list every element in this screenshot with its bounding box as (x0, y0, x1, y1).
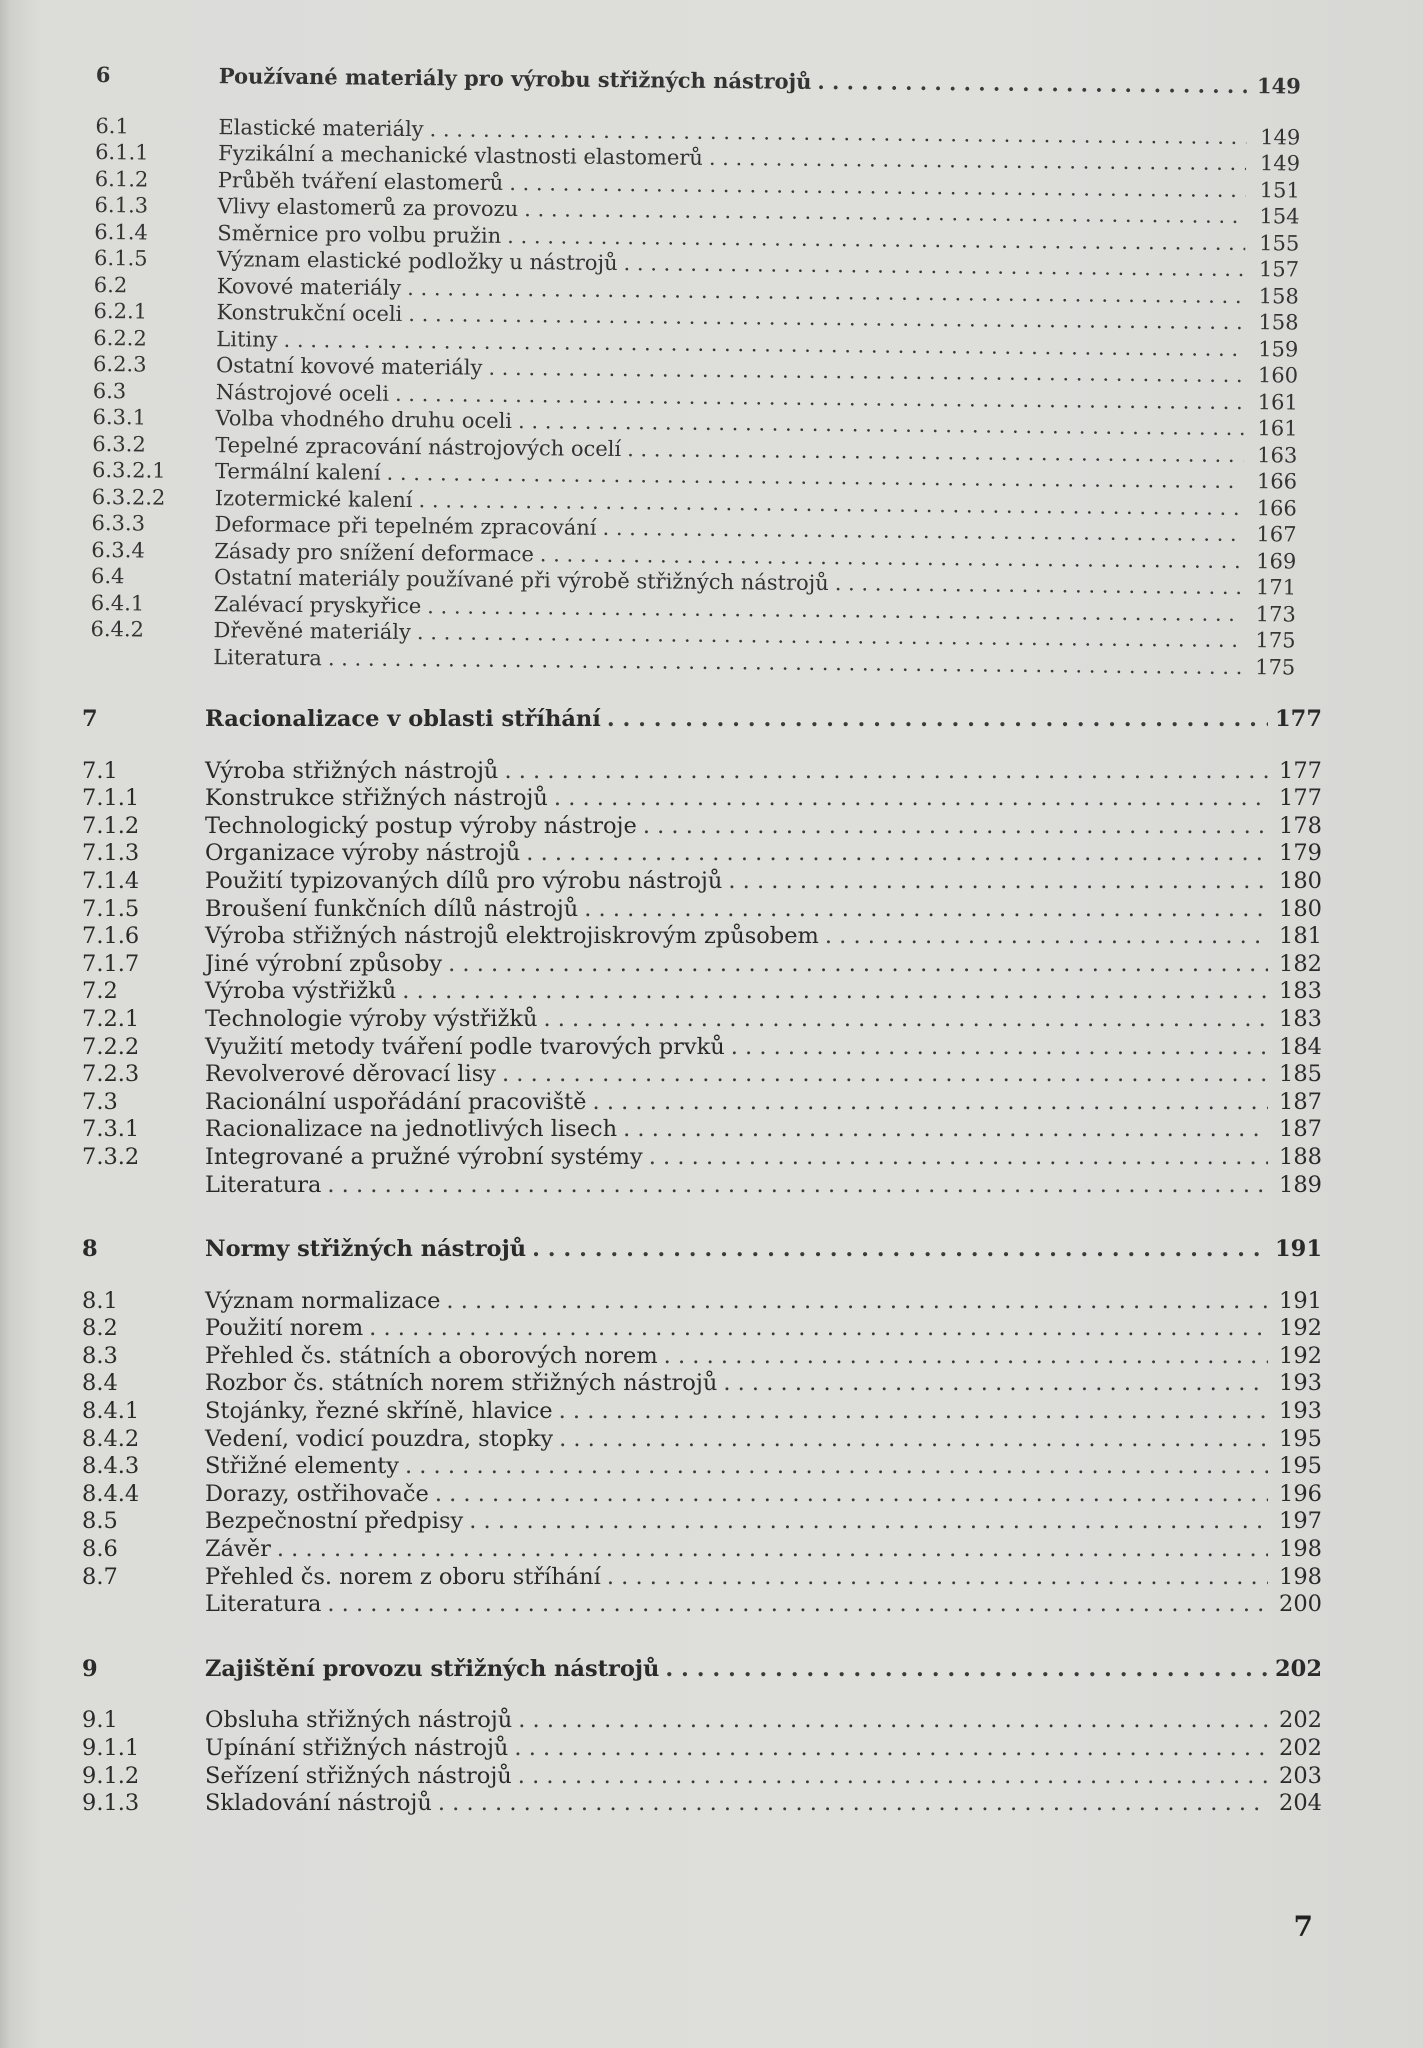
entry-number (90, 662, 213, 663)
entry-page: 198 (1279, 1536, 1322, 1563)
entry-number: 6.3.2 (92, 431, 146, 456)
entry-page: 155 (1259, 230, 1300, 256)
entry-title: Obsluha střižných nástrojů (205, 1707, 513, 1734)
entry-title: Význam normalizace (205, 1287, 441, 1314)
entry-title: Izotermické kalení (214, 485, 413, 512)
entry-page: 163 (1257, 442, 1298, 468)
entry-number: 6.1.2 (94, 166, 149, 192)
entry-title: Literatura (205, 1591, 322, 1618)
dot-leader (402, 978, 1268, 1006)
entry-title: Přehled čs. státních a oborových norem (205, 1342, 658, 1369)
dot-leader (543, 1006, 1268, 1034)
toc-entry (82, 1508, 1322, 1536)
entry-number: 9.1.1 (82, 1735, 140, 1761)
chapter-heading (96, 62, 1301, 100)
toc-entry (82, 1144, 1322, 1172)
toc-entry (82, 1089, 1322, 1117)
entry-page: 200 (1279, 1591, 1322, 1618)
entry-title: Revolverové děrovací lisy (205, 1061, 496, 1088)
entry-title: Literatura (213, 644, 323, 670)
entry-number: 7.1.1 (82, 785, 140, 812)
chapter-page: 149 (1256, 73, 1301, 99)
entry-page: 187 (1279, 1116, 1322, 1143)
chapter-title: Racionalizace v oblasti stříhání (205, 706, 601, 732)
entry-page: 166 (1256, 495, 1297, 521)
dot-leader (469, 1508, 1268, 1536)
entry-number: 8.4.3 (82, 1453, 140, 1480)
dot-leader (526, 840, 1268, 868)
entry-title: Dřevěné materiály (213, 618, 412, 645)
dot-leader (623, 1116, 1268, 1144)
entry-page: 180 (1279, 867, 1322, 894)
dot-leader (723, 1370, 1268, 1398)
entry-title: Tepelné zpracování nástrojových ocelí (215, 432, 622, 461)
entry-page: 195 (1279, 1453, 1322, 1480)
chapter-title: Normy střižných nástrojů (205, 1236, 527, 1263)
toc-entry (82, 785, 1322, 813)
entry-page: 161 (1257, 416, 1298, 441)
toc-entry (82, 813, 1322, 841)
dot-leader (607, 706, 1268, 734)
entry-number: 6.3.2.1 (91, 457, 166, 483)
entry-page: 166 (1256, 469, 1298, 494)
entry-page: 192 (1279, 1342, 1322, 1369)
entry-title: Zásady pro snížení deformace (214, 538, 534, 566)
dot-leader (665, 1656, 1268, 1684)
dot-leader (584, 896, 1268, 924)
entry-number: 6.1.5 (94, 245, 148, 271)
entry-number: 6.2 (93, 272, 128, 297)
entry-number: 7.2 (82, 978, 118, 1005)
entry-number: 9.1 (82, 1707, 118, 1734)
entry-number: 7.2.2 (82, 1033, 140, 1060)
entry-title: Výroba střižných nástrojů elektrojiskrovým způsobem (205, 923, 819, 950)
toc-entry (82, 1006, 1322, 1034)
entry-page: 158 (1258, 283, 1299, 309)
toc-entry (82, 1172, 1322, 1200)
entry-number: 6.1 (95, 113, 129, 138)
dot-leader (435, 1481, 1268, 1509)
entry-title: Vedení, vodicí pouzdra, stopky (205, 1425, 554, 1452)
toc-entry (82, 978, 1322, 1006)
toc-entry (82, 1790, 1322, 1818)
toc-entry (82, 1536, 1322, 1564)
entry-title: Deformace při tepelném zpracování (214, 512, 597, 540)
dot-leader (405, 1453, 1268, 1481)
toc-entry (82, 1763, 1322, 1791)
entry-page: 177 (1279, 757, 1322, 784)
entry-title: Použití typizovaných dílů pro výrobu nástrojů (205, 867, 723, 894)
entry-number: 7.3.1 (82, 1116, 140, 1143)
dot-leader (825, 923, 1268, 951)
entry-title: Výroba výstřižků (205, 978, 397, 1005)
chapter-page: 202 (1275, 1655, 1322, 1682)
entry-page: 192 (1279, 1315, 1322, 1342)
entry-page: 183 (1279, 1005, 1322, 1032)
entry-title: Ostatní materiály používané při výrobě střižných nástrojů (213, 565, 829, 596)
entry-number: 8.4.4 (82, 1480, 140, 1507)
toc-entry (82, 1343, 1322, 1371)
entry-page: 204 (1279, 1790, 1322, 1817)
entry-number: 6.2.1 (93, 298, 148, 324)
toc-entry (82, 840, 1322, 868)
chapter-number: 6 (95, 62, 111, 88)
entry-page: 198 (1279, 1563, 1322, 1590)
entry-number: 6.4 (90, 563, 125, 589)
chapter-page: 191 (1275, 1236, 1322, 1263)
entry-number: 6.2.2 (93, 325, 147, 350)
entry-number: 8.4.1 (82, 1398, 140, 1425)
entry-number: 8.6 (82, 1536, 118, 1563)
entry-title: Konstrukce střižných nástrojů (205, 785, 548, 812)
entry-number: 7.1.7 (82, 950, 140, 977)
toc-entry (82, 951, 1322, 979)
dot-leader (817, 69, 1247, 100)
entry-page: 160 (1257, 363, 1299, 388)
page-number: 7 (1293, 1910, 1313, 1943)
entry-number: 8.4 (82, 1370, 118, 1397)
dot-leader (664, 1343, 1268, 1371)
toc-chapter-9 (82, 1656, 1322, 1818)
entry-number: 7.3.2 (82, 1143, 140, 1170)
chapter-title: Zajištění provozu střižných nástrojů (205, 1655, 660, 1682)
dot-leader (518, 1763, 1268, 1791)
dot-leader (731, 1034, 1268, 1062)
entry-page: 181 (1279, 923, 1322, 950)
entry-title: Závěr (205, 1536, 271, 1563)
entry-title: Seřízení střižných nástrojů (205, 1762, 512, 1789)
toc-entry (82, 1315, 1322, 1343)
dot-leader (835, 570, 1243, 600)
dot-leader (502, 1061, 1268, 1089)
dot-leader (446, 1288, 1268, 1316)
entry-number: 6.4.2 (90, 616, 145, 642)
toc-entry (82, 1591, 1322, 1619)
entry-title: Organizace výroby nástrojů (205, 840, 521, 867)
entry-number: 6.4.1 (90, 590, 145, 615)
dot-leader (327, 1591, 1268, 1619)
dot-leader (369, 1315, 1268, 1343)
entry-title: Broušení funkčních dílů nástrojů (205, 895, 579, 922)
entry-title: Výroba střižných nástrojů (205, 757, 499, 784)
entry-page: 151 (1259, 177, 1300, 203)
entry-page: 149 (1260, 124, 1301, 150)
toc-entry (82, 1481, 1322, 1509)
entry-title: Průběh tváření elastomerů (217, 167, 504, 195)
entry-number: 6.3.3 (91, 510, 146, 536)
chapter-number: 8 (82, 1236, 98, 1263)
chapter-number: 7 (82, 706, 98, 732)
dot-leader (554, 785, 1268, 813)
entry-number: 7.2.3 (82, 1061, 140, 1088)
entry-page: 193 (1279, 1370, 1322, 1397)
entry-number: 7.3 (82, 1088, 118, 1115)
entry-title: Použití norem (205, 1315, 364, 1342)
toc-chapter-6 (90, 62, 1301, 681)
entry-number: 8.3 (82, 1342, 118, 1369)
dot-leader (448, 951, 1268, 979)
entry-number: 7.1 (82, 757, 118, 784)
entry-title: Jiné výrobní způsoby (205, 950, 443, 977)
entry-number: 8.2 (82, 1315, 118, 1342)
dot-leader (559, 1398, 1268, 1426)
toc-chapter-7 (82, 706, 1322, 1199)
dot-leader (728, 868, 1268, 896)
entry-page: 195 (1279, 1425, 1322, 1452)
chapter-heading (82, 1236, 1322, 1264)
entry-page: 159 (1258, 336, 1299, 362)
entry-page: 202 (1279, 1735, 1322, 1761)
entry-number: 7.1.2 (82, 812, 140, 839)
toc-entry (82, 1288, 1322, 1316)
toc-entry (82, 923, 1322, 951)
entry-title: Vlivy elastomerů za provozu (217, 194, 519, 222)
entry-page: 177 (1279, 785, 1322, 812)
chapter-page: 177 (1275, 706, 1322, 732)
dot-leader (532, 1236, 1268, 1264)
dot-leader (649, 1144, 1268, 1172)
entry-title: Význam elastické podložky u nástrojů (216, 247, 618, 276)
entry-number: 6.1.4 (94, 219, 148, 245)
entry-page: 178 (1279, 812, 1322, 839)
entry-number: 6.3.4 (91, 537, 145, 562)
entry-page: 202 (1279, 1707, 1322, 1734)
toc-entry (82, 1707, 1322, 1735)
toc-entry (82, 1453, 1322, 1481)
entry-number: 6.2.3 (92, 351, 147, 377)
entry-page: 179 (1279, 840, 1322, 867)
entry-number: 8.1 (82, 1287, 118, 1314)
entry-number: 8.7 (82, 1563, 118, 1590)
entry-page: 161 (1257, 389, 1298, 415)
entry-number: 8.4.2 (82, 1425, 140, 1452)
entry-number: 7.1.3 (82, 840, 140, 867)
entry-page: 167 (1256, 522, 1297, 547)
toc-entry (82, 758, 1322, 786)
entry-title: Technologický postup výroby nástroje (205, 812, 637, 839)
entry-page: 203 (1279, 1762, 1322, 1789)
entry-number: 7.1.4 (82, 867, 140, 894)
entry-title: Literatura (205, 1171, 322, 1198)
entry-title: Technologie výroby výstřižků (205, 1005, 538, 1032)
dot-leader (518, 1707, 1268, 1735)
chapter-heading (82, 1656, 1322, 1684)
dot-leader (504, 758, 1268, 786)
toc-chapter-8 (82, 1236, 1322, 1619)
entry-page: 185 (1279, 1061, 1322, 1088)
entry-title: Střižné elementy (205, 1453, 399, 1480)
entry-page: 196 (1279, 1480, 1322, 1507)
toc-entry (82, 1034, 1322, 1062)
dot-leader (438, 1790, 1268, 1818)
chapter-heading (82, 706, 1322, 734)
entry-number: 6.1.3 (94, 192, 149, 218)
dot-leader (277, 1536, 1268, 1564)
entry-page: 173 (1255, 601, 1296, 627)
entry-title: Kovové materiály (216, 273, 402, 300)
toc-entry (82, 1061, 1322, 1089)
entry-page: 158 (1258, 310, 1299, 335)
entry-number: 9.1.2 (82, 1762, 140, 1789)
toc-entry (82, 1735, 1322, 1763)
entry-number: 6.3.1 (92, 404, 147, 430)
entry-page: 149 (1259, 151, 1301, 176)
dot-leader (559, 1426, 1268, 1454)
entry-page: 157 (1258, 257, 1300, 282)
dot-leader (643, 813, 1268, 841)
entry-title: Ostatní kovové materiály (215, 353, 483, 380)
entry-title: Bezpečnostní předpisy (205, 1508, 464, 1535)
entry-page: 175 (1255, 654, 1296, 680)
entry-title: Racionalizace na jednotlivých lisech (205, 1116, 618, 1143)
entry-page: 182 (1279, 950, 1322, 977)
entry-number: 6.3 (92, 378, 127, 403)
table-of-contents (82, 62, 1322, 1855)
entry-number: 7.2.1 (82, 1005, 140, 1032)
entry-title: Stojánky, řezné skříně, hlavice (205, 1398, 553, 1425)
toc-entry (82, 1370, 1322, 1398)
toc-entry (82, 1426, 1322, 1454)
entry-number: 6.1.1 (95, 139, 149, 165)
entry-title: Využití metody tváření podle tvarových prvků (205, 1033, 725, 1060)
entry-page: 154 (1259, 204, 1300, 229)
entry-title: Rozbor čs. státních norem střižných nástrojů (205, 1370, 718, 1397)
entry-title: Skladování nástrojů (205, 1790, 432, 1817)
entry-number: 9.1.3 (82, 1790, 140, 1817)
entry-title: Přehled čs. norem z oboru stříhání (205, 1563, 601, 1590)
toc-entry (82, 1564, 1322, 1592)
entry-title: Zalévací pryskyřice (213, 591, 422, 618)
entry-title: Upínání střižných nástrojů (205, 1735, 509, 1761)
toc-entry (82, 1398, 1322, 1426)
entry-number: 7.1.6 (82, 923, 140, 950)
entry-number: 7.1.5 (82, 895, 140, 922)
entry-page: 180 (1279, 895, 1322, 922)
entry-page: 183 (1279, 978, 1322, 1005)
chapter-title: Používané materiály pro výrobu střižných nástrojů (218, 63, 812, 94)
entry-title: Nástrojové oceli (215, 379, 390, 406)
entry-title: Fyzikální a mechanické vlastnosti elastomerů (218, 141, 704, 170)
entry-title: Elastické materiály (218, 114, 424, 141)
dot-leader (514, 1735, 1268, 1763)
entry-page: 191 (1279, 1287, 1322, 1314)
toc-entry (82, 1116, 1322, 1144)
toc-entry (82, 868, 1322, 896)
dot-leader (607, 1564, 1268, 1592)
chapter-number: 9 (82, 1655, 98, 1682)
entry-page: 187 (1279, 1088, 1322, 1115)
entry-page: 171 (1255, 575, 1297, 600)
entry-title: Volba vhodného druhu oceli (215, 406, 513, 434)
entry-title: Směrnice pro volbu pružin (217, 220, 502, 248)
entry-number: 6.3.2.2 (91, 484, 166, 510)
entry-title: Termální kalení (214, 459, 381, 485)
entry-page: 188 (1279, 1143, 1322, 1170)
entry-number: 8.5 (82, 1508, 118, 1535)
entry-title: Konstrukční oceli (216, 300, 403, 326)
entry-title: Integrované a pružné výrobní systémy (205, 1143, 643, 1170)
dot-leader (593, 1089, 1268, 1117)
toc-entry (82, 896, 1322, 924)
entry-title: Racionální uspořádání pracoviště (205, 1088, 587, 1115)
dot-leader (327, 1172, 1268, 1200)
entry-page: 197 (1279, 1508, 1322, 1535)
entry-title: Litiny (216, 326, 278, 352)
entry-title: Dorazy, ostřihovače (205, 1480, 429, 1507)
entry-page: 184 (1279, 1033, 1322, 1060)
entry-page: 169 (1256, 548, 1297, 574)
entry-page: 175 (1255, 628, 1296, 653)
entry-page: 189 (1279, 1171, 1322, 1198)
entry-page: 193 (1279, 1398, 1322, 1425)
